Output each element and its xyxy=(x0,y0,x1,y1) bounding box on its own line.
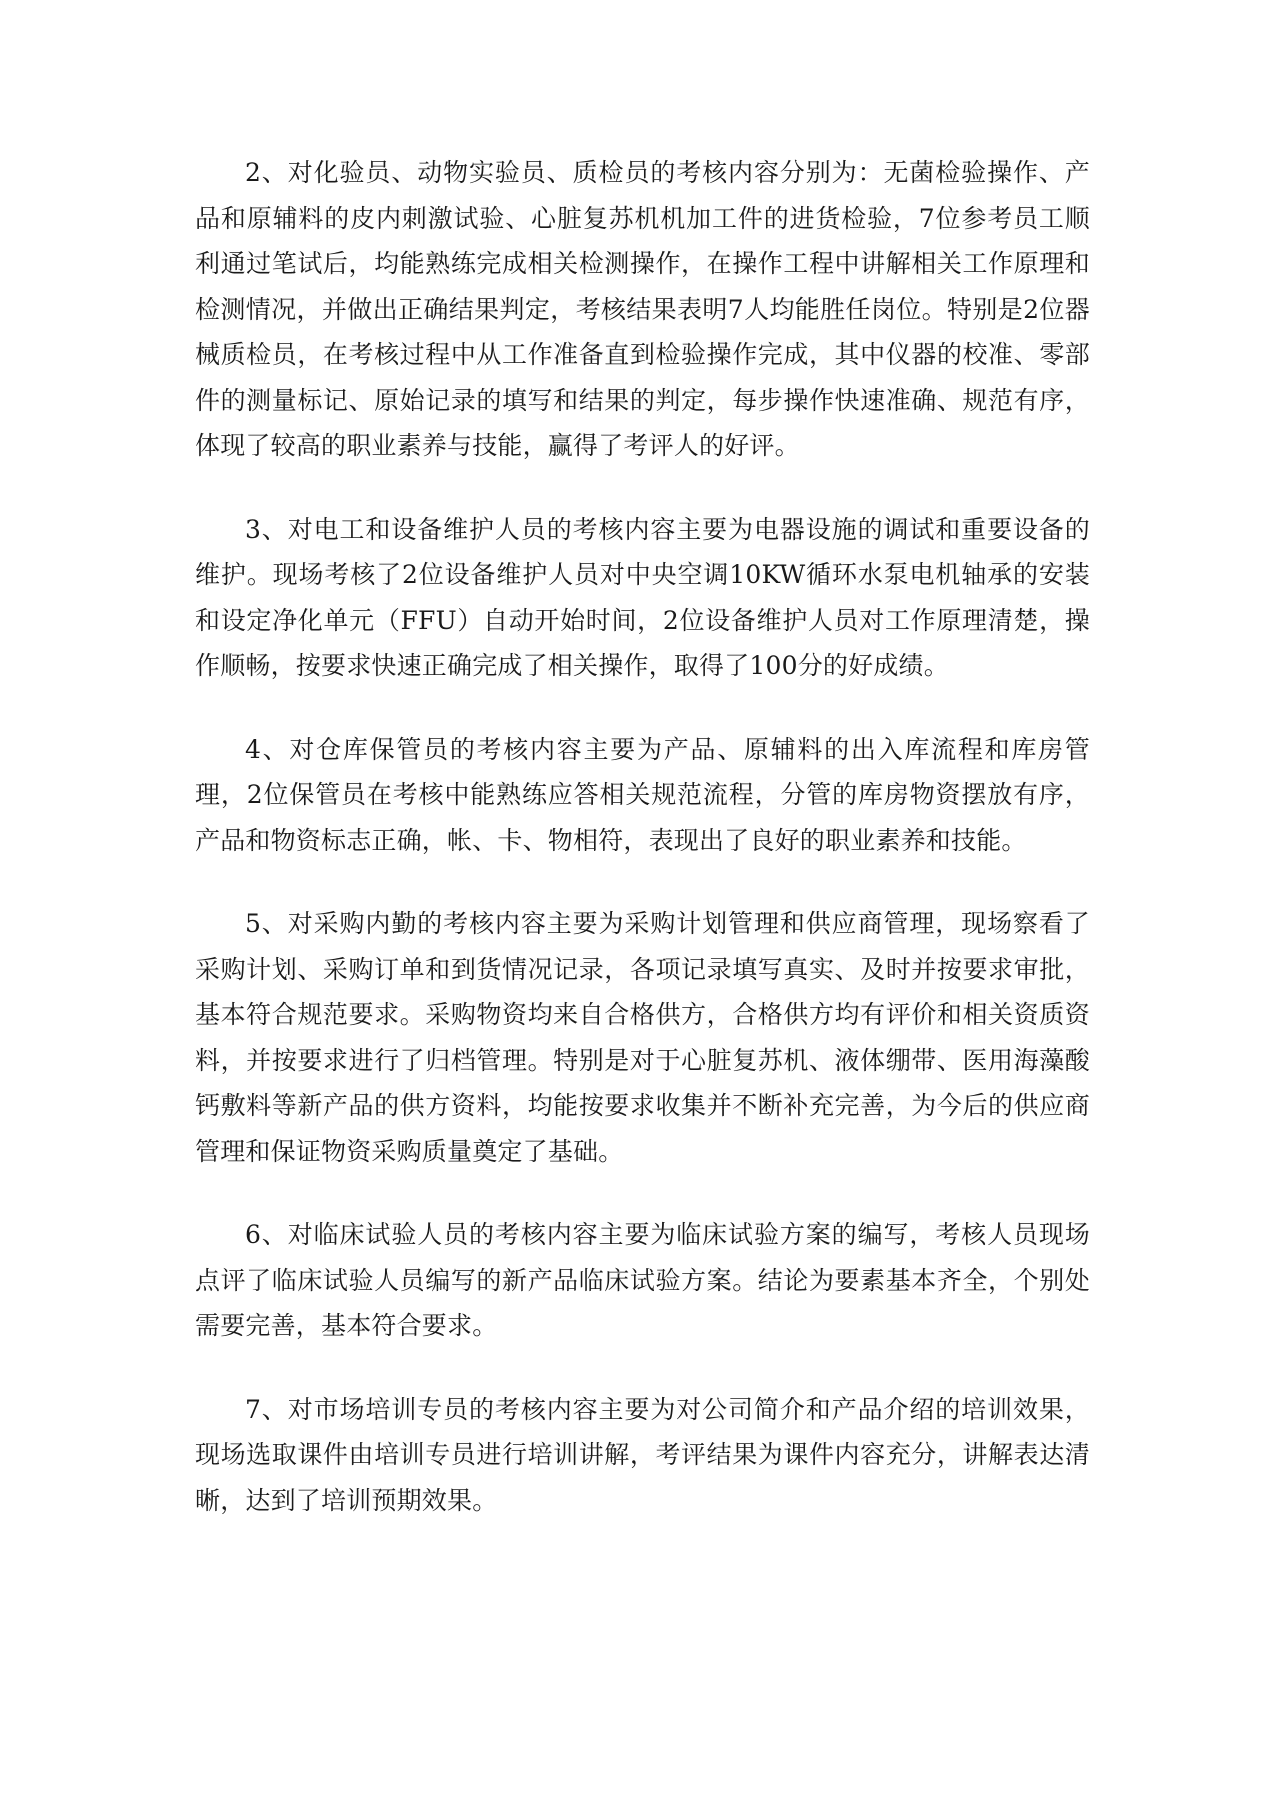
paragraph-lab-inspector-assessment: 2、对化验员、动物实验员、质检员的考核内容分别为：无菌检验操作、产品和原辅料的皮内刺激试验、心脏复苏机机加工件的进货检验，7位参考员工顺利通过笔试后，均能熟练完成相关检测操作，在操作工程中讲解相关工作原理和检测情况，并做出正确结果判定，考核结果表明7人均能胜任岗位。特别是2位器械质检员，在考核过程中从工作准备直到检验操作完成，其中仪器的校准、零部件的测量标记、原始记录的填写和结果的判定，每步操作快速准确、规范有序，体现了较高的职业素养与技能，赢得了考评人的好评。 xyxy=(195,158,1090,460)
paragraph-warehouse-keeper-assessment: 4、对仓库保管员的考核内容主要为产品、原辅料的出入库流程和库房管理，2位保管员在考核中能熟练应答相关规范流程，分管的库房物资摆放有序，产品和物资标志正确，帐、卡、物相符，表现出了良好的职业素养和技能。 xyxy=(195,734,1090,855)
paragraph-clinical-trial-assessment: 6、对临床试验人员的考核内容主要为临床试验方案的编写，考核人员现场点评了临床试验人员编写的新产品临床试验方案。结论为要素基本齐全，个别处需要完善，基本符合要求。 xyxy=(195,1220,1090,1340)
paragraph-market-training-assessment: 7、对市场培训专员的考核内容主要为对公司简介和产品介绍的培训效果，现场选取课件由培训专员进行培训讲解，考评结果为课件内容充分，讲解表达清晰，达到了培训预期效果。 xyxy=(195,1394,1090,1515)
paragraph-electrician-assessment: 3、对电工和设备维护人员的考核内容主要为电器设施的调试和重要设备的维护。现场考核了2位设备维护人员对中央空调10KW循环水泵电机轴承的安装和设定净化单元（FFU）自动开始时间，2位设备维护人员对工作原理清楚，操作顺畅，按要求快速正确完成了相关操作，取得了100分的好成绩。 xyxy=(195,514,1090,680)
document-body xyxy=(195,150,1090,1561)
paragraph-procurement-assessment: 5、对采购内勤的考核内容主要为采购计划管理和供应商管理，现场察看了采购计划、采购订单和到货情况记录，各项记录填写真实、及时并按要求审批，基本符合规范要求。采购物资均来自合格供方，合格供方均有评价和相关资质资料，并按要求进行了归档管理。特别是对于心脏复苏机、液体绷带、医用海藻酸钙敷料等新产品的供方资料，均能按要求收集并不断补充完善，为今后的供应商管理和保证物资采购质量奠定了基础。 xyxy=(195,909,1090,1166)
